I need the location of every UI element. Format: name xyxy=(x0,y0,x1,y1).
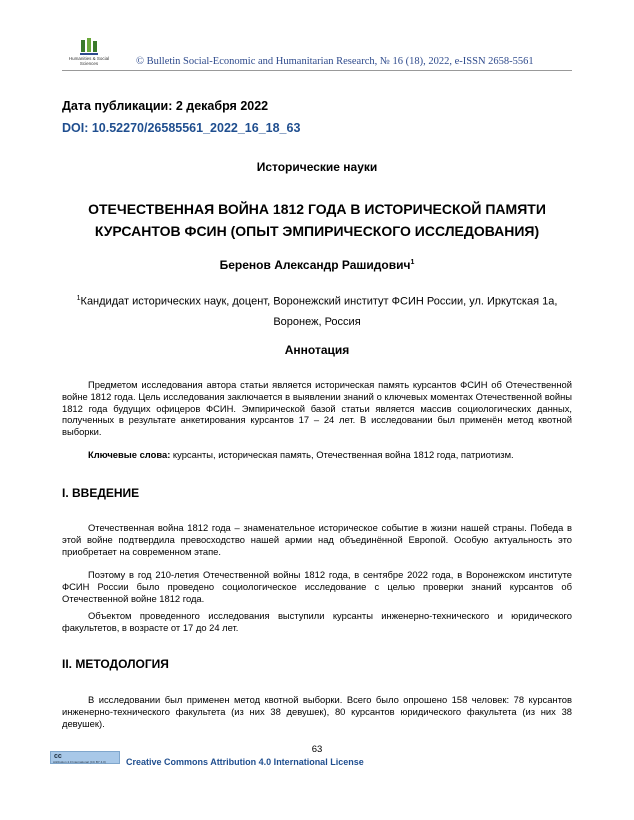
intro-heading: I. ВВЕДЕНИЕ xyxy=(62,486,140,500)
affiliation-text: Кандидат исторических наук, доцент, Воронежский институт ФСИН России, ул. Иркутская 1а, Воронеж, Россия xyxy=(80,295,558,328)
author-text: Беренов Александр Рашидович xyxy=(219,258,411,272)
keywords xyxy=(62,449,572,460)
methodology-heading: II. МЕТОДОЛОГИЯ xyxy=(62,657,169,671)
intro-paragraph-2: Поэтому в год 210-летия Отечественной войны 1812 года, в сентябре 2022 года, в Воронежском институте ФСИН России было проведено социологическое исследование с целью проверки знаний курсантов об Отечественной войне 1812 года. xyxy=(62,569,572,604)
cc-badge-caption: Attribution 4.0 International (CC BY 4.0) xyxy=(53,760,106,764)
publication-date: Дата публикации: 2 декабря 2022 xyxy=(62,99,269,113)
methodology-paragraph-1: В исследовании был применен метод квотной выборки. Всего было опрошено 158 человек: 78 курсантов инженерно-технического факультета (из них 38 девушек), 80 курсантов юридического факультета (из них 38 девушек). xyxy=(62,694,572,729)
affiliation-sup: 1 xyxy=(76,295,81,302)
page-number: 63 xyxy=(311,744,323,755)
cc-icon: cc xyxy=(54,753,62,760)
intro-paragraph-3: Объектом проведенного исследования выступили курсанты инженерно-технического и юридического факультетов, в возрасте от 17 до 24 лет. xyxy=(62,610,572,633)
journal-logo xyxy=(66,38,112,68)
keywords-text: курсанты, историческая память, Отечественная война 1812 года, патриотизм. xyxy=(170,449,514,460)
logo-caption: Humanities & Social Sciences xyxy=(68,56,110,66)
author-name xyxy=(62,258,572,272)
journal-logo-icon xyxy=(79,38,99,56)
section-name: Исторические науки xyxy=(256,160,378,174)
license-link[interactable]: Creative Commons Attribution 4.0 International License xyxy=(126,757,364,767)
intro-paragraph-1: Отечественная война 1812 года – знаменательное историческое событие в жизни нашей страны. Победа в этой войне подтвердила превосходство нашей армии над объединённой Европой. Особую актуальность это приобретает на современном этапе. xyxy=(62,522,572,557)
keywords-label: Ключевые слова: xyxy=(88,449,171,460)
abstract-text: Предметом исследования автора статьи является историческая память курсантов ФСИН об Отечественной войне 1812 года. Цель исследования заключается в выявлении знаний о ключевых моментах Отечественной войны 1812 года будущих офицеров ФСИН. Эмпирической базой статьи является массив социологических данных, полученных в результате анкетирования курсантов 17 – 24 лет. В исследовании был применён метод квотной выборки. xyxy=(62,379,572,438)
author-affiliation xyxy=(62,289,572,332)
author-sup: 1 xyxy=(410,259,415,266)
journal-citation: © Bulletin Social-Economic and Humanitarian Research, № 16 (18), 2022, e-ISSN 2658-5561 xyxy=(136,56,534,67)
article-title: ОТЕЧЕСТВЕННАЯ ВОЙНА 1812 ГОДА В ИСТОРИЧЕСКОЙ ПАМЯТИ КУРСАНТОВ ФСИН (ОПЫТ ЭМПИРИЧЕСКОГО ИССЛЕДОВАНИЯ) xyxy=(88,201,546,239)
cc-license-badge[interactable] xyxy=(50,751,120,764)
doi-link[interactable]: DOI: 10.52270/26585561_2022_16_18_63 xyxy=(62,121,301,135)
header-divider xyxy=(62,70,572,71)
abstract-heading: Аннотация xyxy=(284,343,350,357)
